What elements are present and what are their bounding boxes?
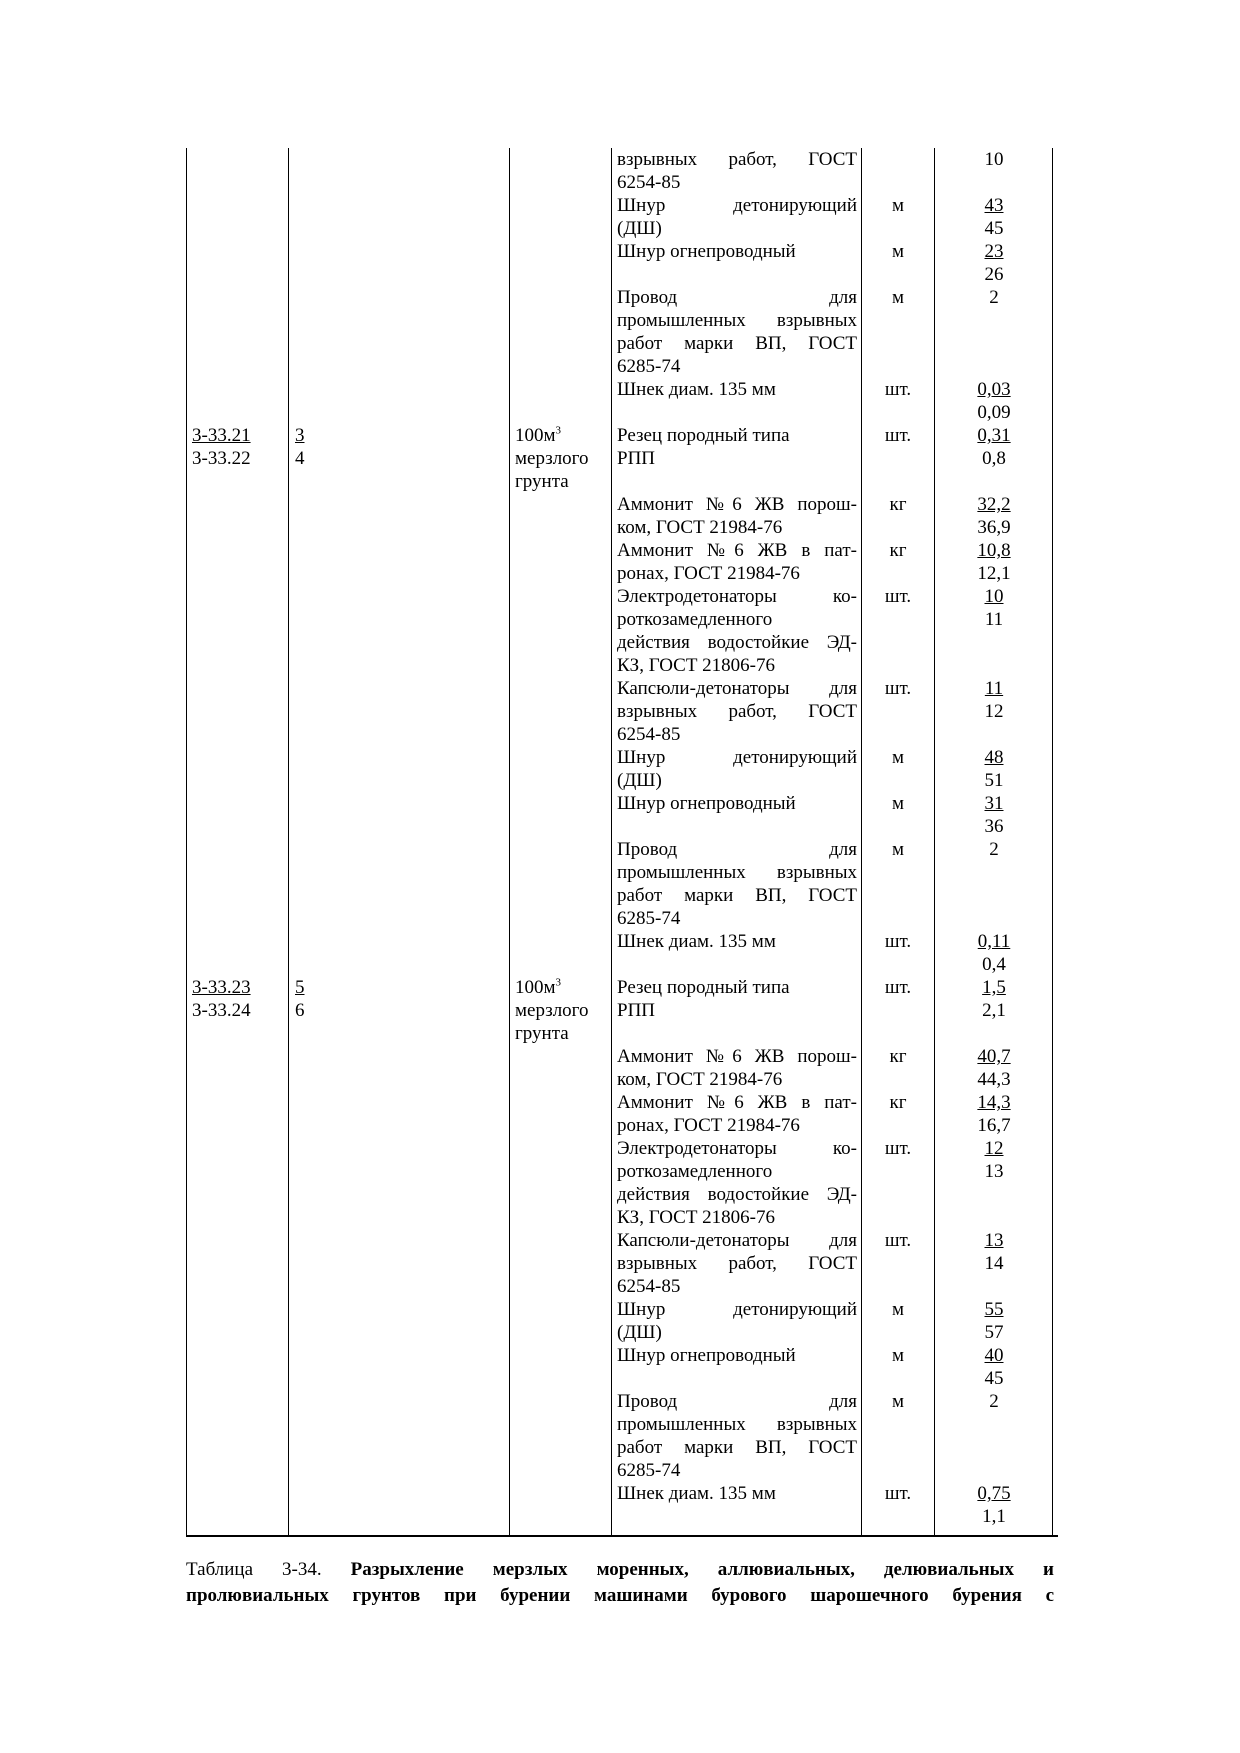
item-quantity-bottom: 10 bbox=[984, 149, 1004, 170]
item-description-line: 6285-74 bbox=[617, 1460, 681, 1481]
item-description-line: Шнур детонирующий bbox=[617, 195, 857, 216]
measure-unit bbox=[515, 976, 561, 999]
item-description-line: РПП bbox=[617, 1000, 656, 1021]
column-number: 5 bbox=[295, 977, 305, 998]
item-quantity-top: 0,31 bbox=[977, 425, 1011, 446]
row-code: 3-33.24 bbox=[192, 1000, 251, 1021]
item-description-line: Аммонит №6 ЖВ порош- bbox=[617, 494, 857, 515]
item-description-line: Шнур огнепроводный bbox=[617, 793, 796, 814]
item-unit: шт. bbox=[884, 1230, 912, 1251]
item-unit: м bbox=[891, 195, 905, 216]
measure-unit-line: грунта bbox=[515, 471, 569, 492]
item-quantity-bottom: 11 bbox=[984, 609, 1004, 630]
item-quantity: 2 bbox=[989, 839, 999, 860]
item-description-line: Шнек диам. 135 мм bbox=[617, 1483, 776, 1504]
item-quantity-bottom: 0,8 bbox=[982, 448, 1006, 469]
item-quantity-top: 0,75 bbox=[977, 1483, 1011, 1504]
item-quantity-top: 0,11 bbox=[977, 931, 1011, 952]
table-rule bbox=[934, 148, 935, 1536]
item-description-line: РПП bbox=[617, 448, 656, 469]
item-quantity: 2 bbox=[989, 1391, 999, 1412]
item-description-line: действия водостойкие ЭД- bbox=[617, 632, 857, 653]
item-description-line: Провод для bbox=[617, 287, 857, 308]
item-quantity-bottom: 2,1 bbox=[982, 1000, 1006, 1021]
item-quantity-bottom: 14 bbox=[984, 1253, 1004, 1274]
item-description-line: 6254-85 bbox=[617, 172, 681, 193]
item-description-line: ронах, ГОСТ 21984-76 bbox=[617, 1115, 800, 1136]
item-description-line: Шнур огнепроводный bbox=[617, 1345, 796, 1366]
item-quantity-top: 32,2 bbox=[977, 494, 1011, 515]
item-unit: м bbox=[891, 1345, 905, 1366]
item-description-line: 6285-74 bbox=[617, 356, 681, 377]
item-quantity-top: 0,03 bbox=[977, 379, 1011, 400]
item-unit: кг bbox=[889, 540, 907, 561]
item-quantity-bottom: 0,4 bbox=[982, 954, 1006, 975]
measure-unit-power: 3 bbox=[555, 976, 562, 989]
table-border-left bbox=[186, 148, 187, 1536]
item-description-line: 6285-74 bbox=[617, 908, 681, 929]
item-description-line: Провод для bbox=[617, 839, 857, 860]
item-quantity-top: 11 bbox=[984, 678, 1004, 699]
measure-unit-power: 3 bbox=[555, 424, 562, 437]
row-code: 3-33.22 bbox=[192, 448, 251, 469]
item-unit: шт. bbox=[884, 586, 912, 607]
item-description-line: Резец породный типа bbox=[617, 977, 790, 998]
item-description-line: 6254-85 bbox=[617, 724, 681, 745]
item-description-line: Капсюли-детонаторы для bbox=[617, 1230, 857, 1251]
item-unit: м bbox=[891, 793, 905, 814]
item-description-line: (ДШ) bbox=[617, 1322, 662, 1343]
item-quantity-top: 12 bbox=[984, 1138, 1004, 1159]
item-description-line: действия водостойкие ЭД- bbox=[617, 1184, 857, 1205]
item-quantity-bottom: 45 bbox=[984, 218, 1004, 239]
item-quantity-top: 43 bbox=[984, 195, 1004, 216]
item-unit: м bbox=[891, 287, 905, 308]
item-unit: кг bbox=[889, 1092, 907, 1113]
item-quantity-bottom: 44,3 bbox=[977, 1069, 1011, 1090]
item-quantity-bottom: 0,09 bbox=[977, 402, 1011, 423]
item-quantity-top: 14,3 bbox=[977, 1092, 1011, 1113]
item-unit: шт. bbox=[884, 977, 912, 998]
item-quantity-bottom: 36,9 bbox=[977, 517, 1011, 538]
measure-unit bbox=[515, 424, 561, 447]
item-description-line: взрывных работ, ГОСТ bbox=[617, 149, 857, 170]
item-description-line: Провод для bbox=[617, 1391, 857, 1412]
item-description-line: Шнек диам. 135 мм bbox=[617, 931, 776, 952]
column-number: 6 bbox=[295, 1000, 305, 1021]
item-unit: шт. bbox=[884, 425, 912, 446]
item-quantity-top: 48 bbox=[984, 747, 1004, 768]
item-description-line: Аммонит №6 ЖВ в пат- bbox=[617, 540, 857, 561]
item-description-line: взрывных работ, ГОСТ bbox=[617, 1253, 857, 1274]
measure-unit-line: мерзлого bbox=[515, 1000, 589, 1021]
item-description-line: промышленных взрывных bbox=[617, 1414, 857, 1435]
item-quantity-bottom: 12,1 bbox=[977, 563, 1011, 584]
item-quantity-top: 40,7 bbox=[977, 1046, 1011, 1067]
measure-unit-text: 100м bbox=[515, 977, 556, 998]
item-quantity-bottom: 51 bbox=[984, 770, 1004, 791]
item-description-line: Шнур детонирующий bbox=[617, 747, 857, 768]
item-description-line: Электродетонаторы ко- bbox=[617, 1138, 857, 1159]
item-description-line: промышленных взрывных bbox=[617, 862, 857, 883]
item-quantity-bottom: 45 bbox=[984, 1368, 1004, 1389]
item-unit: шт. bbox=[884, 379, 912, 400]
column-number: 3 bbox=[295, 425, 305, 446]
item-description-line: КЗ, ГОСТ 21806-76 bbox=[617, 1207, 776, 1228]
table-rule bbox=[611, 148, 612, 1536]
table-border-bottom bbox=[186, 1535, 1058, 1537]
item-description-line: (ДШ) bbox=[617, 218, 662, 239]
item-quantity-top: 23 bbox=[984, 241, 1004, 262]
item-quantity-top: 55 bbox=[984, 1299, 1004, 1320]
row-code: 3-33.23 bbox=[192, 977, 251, 998]
item-quantity-top: 10 bbox=[984, 586, 1004, 607]
item-description-line: Шнек диам. 135 мм bbox=[617, 379, 776, 400]
item-description-line: работ марки ВП, ГОСТ bbox=[617, 333, 857, 354]
item-quantity: 2 bbox=[989, 287, 999, 308]
table-border-right bbox=[1052, 148, 1053, 1536]
item-description-line: КЗ, ГОСТ 21806-76 bbox=[617, 655, 776, 676]
item-unit: м bbox=[891, 241, 905, 262]
item-unit: шт. bbox=[884, 1138, 912, 1159]
item-quantity-top: 31 bbox=[984, 793, 1004, 814]
item-quantity-top: 10,8 bbox=[977, 540, 1011, 561]
item-description-line: Электродетонаторы ко- bbox=[617, 586, 857, 607]
item-description-line: Капсюли-детонаторы для bbox=[617, 678, 857, 699]
item-quantity-top: 40 bbox=[984, 1345, 1004, 1366]
item-description-line: работ марки ВП, ГОСТ bbox=[617, 1437, 857, 1458]
item-quantity-top: 1,5 bbox=[982, 977, 1006, 998]
column-number: 4 bbox=[295, 448, 305, 469]
item-unit: м bbox=[891, 839, 905, 860]
item-description-line: Аммонит №6 ЖВ в пат- bbox=[617, 1092, 857, 1113]
measure-unit-text: 100м bbox=[515, 425, 556, 446]
caption-title-line1: Разрыхление мерзлых моренных, аллювиальных, делювиальных и bbox=[350, 1559, 1054, 1580]
item-description-line: взрывных работ, ГОСТ bbox=[617, 701, 857, 722]
item-unit: шт. bbox=[884, 1483, 912, 1504]
item-unit: м bbox=[891, 1391, 905, 1412]
item-description-line: 6254-85 bbox=[617, 1276, 681, 1297]
row-code: 3-33.21 bbox=[192, 425, 251, 446]
caption-prefix: Таблица 3-34. bbox=[186, 1559, 322, 1580]
item-quantity-top: 13 bbox=[984, 1230, 1004, 1251]
item-description-line: промышленных взрывных bbox=[617, 310, 857, 331]
item-description-line: ком, ГОСТ 21984-76 bbox=[617, 517, 783, 538]
item-quantity-bottom: 26 bbox=[984, 264, 1004, 285]
item-description-line: Аммонит №6 ЖВ порош- bbox=[617, 1046, 857, 1067]
item-description-line: работ марки ВП, ГОСТ bbox=[617, 885, 857, 906]
table-rule bbox=[861, 148, 862, 1536]
item-unit: кг bbox=[889, 1046, 907, 1067]
item-description-line: роткозамедленного bbox=[617, 609, 773, 630]
item-quantity-bottom: 57 bbox=[984, 1322, 1004, 1343]
caption-title-line2: пролювиальных грунтов при бурении машинами бурового шарошечного бурения с bbox=[186, 1585, 1054, 1606]
item-quantity-bottom: 1,1 bbox=[982, 1506, 1006, 1527]
item-description-line: Шнур детонирующий bbox=[617, 1299, 857, 1320]
item-quantity-bottom: 12 bbox=[984, 701, 1004, 722]
item-description-line: роткозамедленного bbox=[617, 1161, 773, 1182]
item-unit: кг bbox=[889, 494, 907, 515]
item-quantity-bottom: 13 bbox=[984, 1161, 1004, 1182]
measure-unit-line: грунта bbox=[515, 1023, 569, 1044]
table-rule bbox=[509, 148, 510, 1536]
item-quantity-bottom: 16,7 bbox=[977, 1115, 1011, 1136]
item-unit: м bbox=[891, 747, 905, 768]
item-quantity-bottom: 36 bbox=[984, 816, 1004, 837]
item-unit: м bbox=[891, 1299, 905, 1320]
item-description-line: (ДШ) bbox=[617, 770, 662, 791]
item-unit: шт. bbox=[884, 931, 912, 952]
table-caption bbox=[186, 1557, 1054, 1583]
item-description-line: ком, ГОСТ 21984-76 bbox=[617, 1069, 783, 1090]
item-description-line: ронах, ГОСТ 21984-76 bbox=[617, 563, 800, 584]
item-description-line: Резец породный типа bbox=[617, 425, 790, 446]
table-rule bbox=[288, 148, 289, 1536]
item-unit: шт. bbox=[884, 678, 912, 699]
measure-unit-line: мерзлого bbox=[515, 448, 589, 469]
item-description-line: Шнур огнепроводный bbox=[617, 241, 796, 262]
